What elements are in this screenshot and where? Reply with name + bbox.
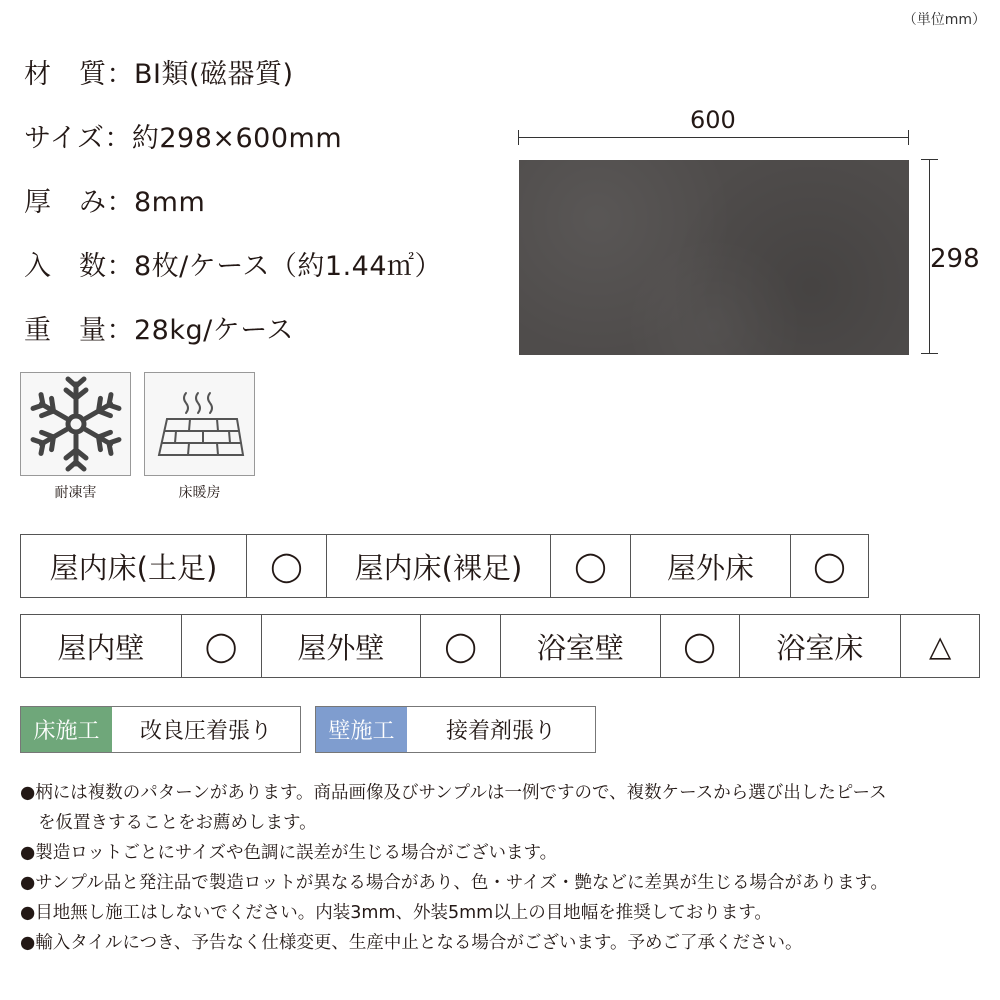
floor-method-value: 改良圧着張り: [112, 707, 300, 752]
spec-separator: ：: [106, 187, 134, 218]
note-item: を仮置きすることをお薦めします。: [38, 813, 317, 833]
spec-separator: ：: [106, 59, 134, 90]
spec-value: BI類(磁器質): [134, 59, 294, 90]
usage-mark-cell: △: [928, 629, 952, 663]
floor-method-box: [20, 706, 301, 753]
usage-label-cell: 浴室壁: [501, 615, 661, 677]
floor-heating-icon: [145, 373, 254, 475]
note-item: ●柄には複数のパターンがあります。商品画像及びサンプルは一例ですので、複数ケースから選び出したピース: [20, 783, 887, 803]
dimension-height-label: 298: [930, 244, 980, 274]
usage-mark-cell: ◯: [813, 549, 846, 583]
frost-resistant-badge: [20, 372, 131, 476]
note-item: ●製造ロットごとにサイズや色調に誤差が生じる場合がございます。: [20, 843, 558, 863]
usage-label-cell: 屋内床(裸足): [327, 535, 551, 597]
usage-mark-cell: ◯: [421, 615, 501, 677]
spec-quantity: [24, 244, 442, 283]
spec-weight: [24, 308, 294, 347]
unit-note: （単位mm）: [902, 12, 986, 28]
spec-value: 8枚/ケース（約1.44㎡）: [134, 251, 443, 282]
usage-label-cell: 屋外壁: [262, 615, 422, 677]
spec-label: 入 数: [24, 251, 107, 282]
note-item: ●輸入タイルにつき、予告なく仕様変更、生産中止となる場合がございます。予めご了承ください。: [20, 933, 803, 953]
usage-mark-cell: ◯: [661, 615, 740, 677]
usage-table-row-1: [20, 534, 869, 598]
spec-value: 8mm: [134, 187, 206, 218]
usage-label-cell: 屋外床: [631, 535, 791, 597]
usage-mark-cell: ◯: [247, 535, 327, 597]
usage-table-row-2: [20, 614, 980, 678]
wall-method-tag: 壁施工: [316, 707, 407, 752]
spec-value: 約298×600mm: [131, 123, 343, 154]
spec-separator: ：: [104, 123, 132, 154]
spec-separator: ：: [106, 251, 134, 282]
floor-heating-badge: [144, 372, 255, 476]
dimension-width-label: 600: [690, 106, 736, 134]
frost-resistant-caption: 耐凍害: [54, 485, 97, 501]
floor-method-tag: 床施工: [21, 707, 112, 752]
dimension-width-line: [518, 137, 909, 138]
floor-heating-caption: 床暖房: [178, 485, 221, 501]
spec-label: 厚 み: [24, 187, 107, 218]
usage-mark-cell: ◯: [551, 535, 631, 597]
spec-material: [24, 52, 294, 91]
spec-label: 材 質: [24, 59, 107, 90]
spec-thickness: [24, 180, 205, 219]
tile-sample-image: [519, 160, 909, 355]
usage-label-cell: 屋内壁: [21, 615, 182, 677]
spec-separator: ：: [106, 315, 134, 346]
spec-size: [24, 116, 342, 155]
wall-method-box: [315, 706, 596, 753]
notes-list: [20, 778, 888, 958]
note-item: ●サンプル品と発注品で製造ロットが異なる場合があり、色・サイズ・艶などに差異が生じる場合があります。: [20, 873, 889, 893]
spec-label: サイズ: [24, 123, 105, 154]
usage-mark-cell: ◯: [182, 615, 262, 677]
snowflake-icon: [21, 373, 130, 475]
spec-label: 重 量: [24, 315, 107, 346]
usage-label-cell: 屋内床(土足): [21, 535, 247, 597]
wall-method-value: 接着剤張り: [407, 707, 595, 752]
usage-label-cell: 浴室床: [740, 615, 902, 677]
spec-value: 28kg/ケース: [134, 315, 294, 346]
note-item: ●目地無し施工はしないでください。内装3mm、外装5mm以上の目地幅を推奨しております。: [20, 903, 772, 923]
